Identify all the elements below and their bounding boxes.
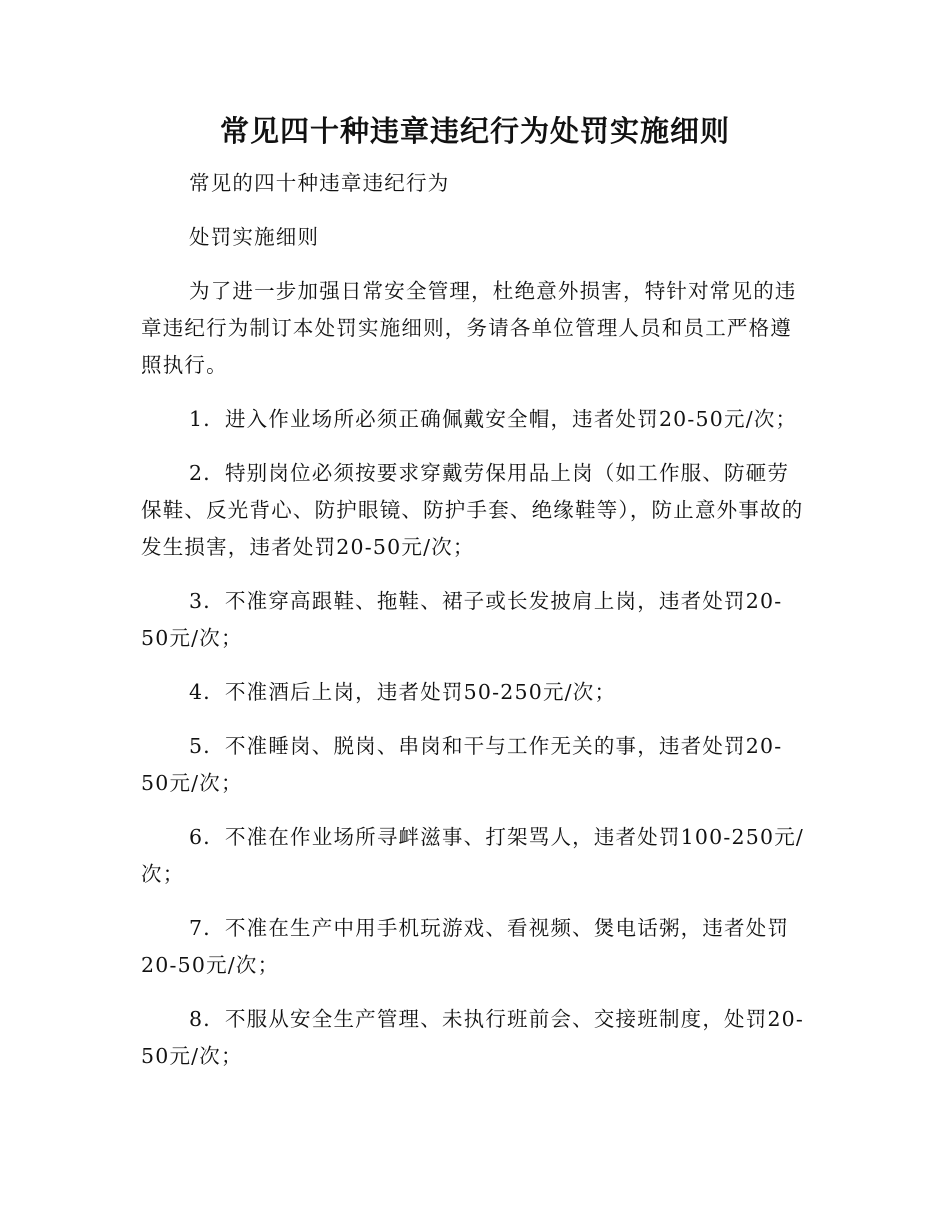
rule-item-3: 3．不准穿高跟鞋、拖鞋、裙子或长发披肩上岗，违者处罚20-50元/次； bbox=[141, 589, 783, 650]
rule-item-5: 5．不准睡岗、脱岗、串岗和干与工作无关的事，违者处罚20-50元/次； bbox=[141, 734, 783, 795]
rule-item-7: 7．不准在生产中用手机玩游戏、看视频、煲电话粥，违者处罚20-50元/次； bbox=[141, 916, 790, 977]
rule-item-1: 1．进入作业场所必须正确佩戴安全帽，违者处罚20-50元/次； bbox=[189, 407, 798, 431]
subtitle-line-2: 处罚实施细则 bbox=[189, 225, 320, 249]
intro-paragraph: 为了进一步加强日常安全管理，杜绝意外损害，特针对常见的违章违纪行为制订本处罚实施细则，务请各单位管理人员和员工严格遵照执行。 bbox=[141, 279, 797, 377]
rule-item-4: 4．不准酒后上岗，违者处罚50-250元/次； bbox=[189, 680, 617, 704]
document-title: 常见四十种违章违纪行为处罚实施细则 bbox=[219, 114, 730, 148]
rule-item-2: 2．特别岗位必须按要求穿戴劳保用品上岗（如工作服、防砸劳保鞋、反光背心、防护眼镜、防护手套、绝缘鞋等），防止意外事故的发生损害，违者处罚20-50元/次； bbox=[141, 461, 804, 559]
rule-item-8: 8．不服从安全生产管理、未执行班前会、交接班制度，处罚20-50元/次； bbox=[141, 1007, 805, 1068]
document-body bbox=[141, 165, 809, 1092]
subtitle-line-1: 常见的四十种违章违纪行为 bbox=[189, 171, 450, 195]
rule-item-6: 6．不准在作业场所寻衅滋事、打架骂人，违者处罚100-250元/次； bbox=[141, 825, 805, 886]
